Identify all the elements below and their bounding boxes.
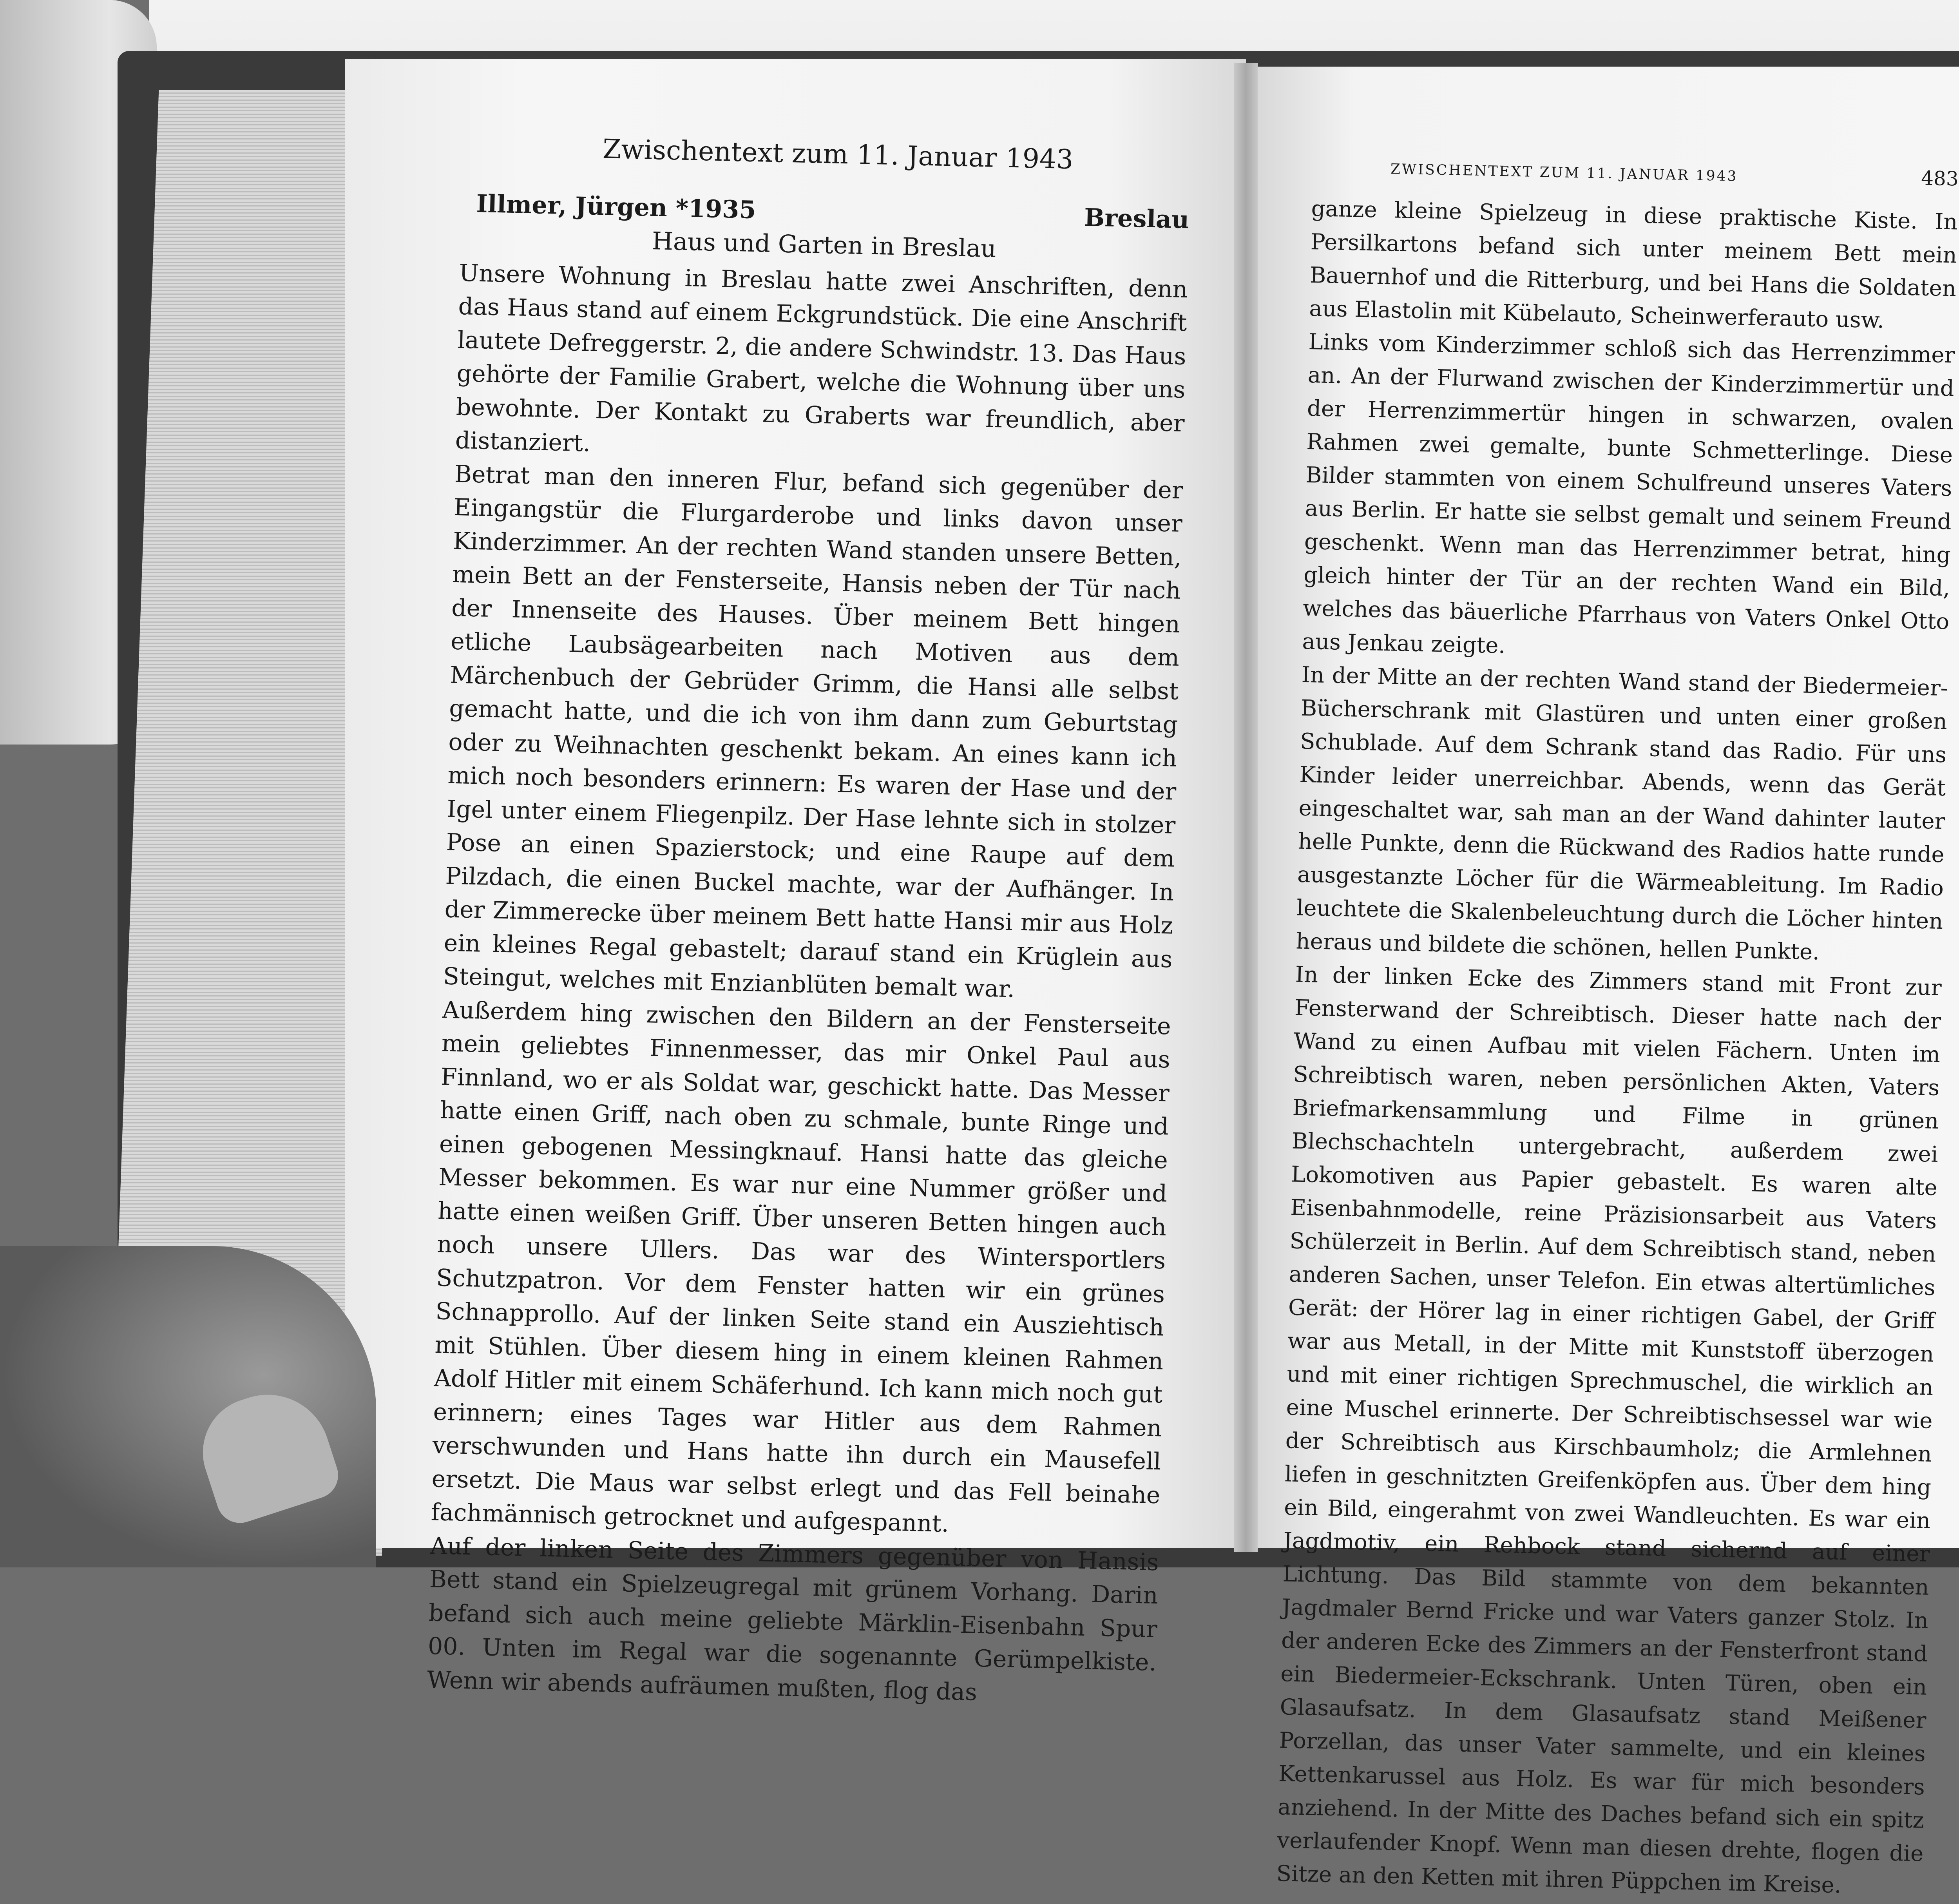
left-running-head: Zwischentext zum 11. Januar 1943: [602, 134, 1074, 176]
page-number: 483: [1921, 167, 1959, 190]
right-running-head-title: ZWISCHENTEXT ZUM 11. JANUAR 1943: [1390, 161, 1738, 185]
entry-title: Haus und Garten in Breslau: [652, 226, 997, 263]
right-paragraph-2: Links vom Kinderzimmer schloß sich das Herrenzimmer an. An der Flurwand zwischen der Kinderzimmertür und der Herrenzimmertür hingen in schwarzen, ovalen Rahmen zwei gemalte, bunte Schmetterlinge. Diese Bilder stammten von einem Schulfreund unseres Vaters aus Berlin. Er hatte sie selbst gemalt und seinem Freund geschenkt. Wenn man das Herrenzimmer betrat, hing gleich hinter der Tür an der rechten Wand ein Bild, welches das bäuerliche Pfarrhaus von Vaters Onkel Otto aus Jenkau zeigte.: [1302, 329, 1955, 659]
left-paragraph-4: Auf der linken Seite des Zimmers gegenüber von Hansis Bett stand ein Spielzeugregal mit grünem Vorhang. Darin befand sich auch meine geliebte Märklin-Eisenbahn Spur 00. Unten im Regal war die sogenannte Gerümpelkiste. Wenn wir abends aufräumen mußten, flog das: [427, 1532, 1159, 1706]
left-paragraph-2: Betrat man den inneren Flur, befand sich gegenüber der Eingangstür die Flurgarderobe und links davon unser Kinderzimmer. An der rechten Wand standen unsere Betten, mein Bett an der Fensterseite, Hansis neben der Tür nach der Innenseite des Hauses. Über meinem Bett hingen etliche Laubsägearbeiten nach Motiven aus dem Märchenbuch der Gebrüder Grimm, die Hansi alle selbst gemacht hatte, und die ich von ihm dann zum Geburtstag oder zu Weihnachten geschenkt bekam. An eines kann ich mich noch besonders erinnern: Es waren der Hase und der Igel unter einem Fliegenpilz. Der Hase lehnte sich in stolzer Pose an einen Spazierstock; und eine Raupe auf dem Pilzdach, die einen Buckel machte, war der Aufhänger. In der Zimmerecke über meinem Bett hatte Hansi mir aus Holz ein kleines Regal gebastelt; darauf stand ein Krüglein aus Steingut, welches mit Enzianblüten bemalt war.: [443, 460, 1184, 1003]
holding-thumb: [0, 1246, 376, 1567]
left-paragraph-1: Unsere Wohnung in Breslau hatte zwei Anschriften, denn das Haus stand auf einem Eckgrundstück. Die eine Anschrift lautete Defreggerstr. 2, die andere Schwindstr. 13. Das Haus gehörte der Familie Grabert, welche die Wohnung über uns bewohnte. Der Kontakt zu Graberts war freundlich, aber distanziert.: [455, 259, 1188, 457]
right-page-text: [1276, 149, 1959, 1904]
book-gutter: [1234, 63, 1258, 1552]
right-paragraph-4: In der linken Ecke des Zimmers stand mit Front zur Fensterwand der Schreibtisch. Dieser hatte nach der Wand zu einen Aufbau mit vielen Fächern. Unten im Schreibtisch waren, neben persönlichen Akten, Vaters Briefmarkensammlung und Filme in grünen Blechschachteln untergebracht, außerdem zwei Lokomotiven aus Papier gebastelt. Es waren alte Eisenbahnmodelle, reine Präzisionsarbeit aus Vaters Schülerzeit in Berlin. Auf dem Schreibtisch stand, neben anderen Sachen, unser Telefon. Ein etwas altertümliches Gerät: der Hörer lag in einer richtigen Gabel, der Griff war aus Metall, in der Mitte mit Kunststoff überzogen und mit einer richtigen Sprechmuschel, die wirklich an eine Muschel erinnerte. Der Schreibtischsessel war wie der Schreibtisch aus Kirschbaumholz; die Armlehnen liefen in geschnitzten Greifenköpfen aus. Über dem hing ein Bild, eingerahmt von zwei Wandleuchten. Es war ein Jagdmotiv, ein Rehbock stand sichernd auf einer Lichtung. Das Bild stammte von dem bekannten Jagdmaler Bernd Fricke und war Vaters ganzer Stolz. In der anderen Ecke des Zimmers an der Fensterfront stand ein Biedermeier-Eckschrank. Unten Türen, oben ein Glasaufsatz. In dem Glasaufsatz stand Meißener Porzellan, das unser Vater sammelte, und ein kleines Kettenkarussel aus Holz. Es war für mich besonders anziehend. In der Mitte des Daches befand sich ein spitz verlaufender Knopf. Wenn man diesen drehte, flogen die Sitze an den Ketten mit ihren Püppchen im Kreise.: [1276, 962, 1942, 1899]
place-name: Breslau: [1084, 203, 1190, 234]
right-paragraph-3: In der Mitte an der rechten Wand stand der Biedermeier-Bücherschrank mit Glastüren und unten einer großen Schublade. Auf dem Schrank stand das Radio. Für uns Kinder leider unerreichbar. Abends, wenn das Gerät eingeschaltet war, sah man an der Wand dahinter lauter helle Punkte, denn die Rückwand des Radios hatte runde ausgestanzte Löcher für die Wärmeableitung. Im Radio leuchtete die Skalenbeleuchtung durch die Löcher hinten heraus und bildete die schönen, hellen Punkte.: [1295, 662, 1948, 965]
author-name: Illmer, Jürgen *1935: [476, 189, 757, 224]
left-page-text: [427, 129, 1191, 1713]
right-paragraph-1: ganze kleine Spielzeug in diese praktische Kiste. In Persilkartons befand sich unter meinem Bett mein Bauernhof und die Ritterburg, und bei Hans die Soldaten aus Elastolin mit Kübelauto, Scheinwerferauto usw.: [1309, 196, 1958, 333]
left-paragraph-3: Außerdem hing zwischen den Bildern an der Fensterseite mein geliebtes Finnenmesser, das mir Onkel Paul aus Finnland, wo er als Soldat war, geschickt hatte. Das Messer hatte einen Griff, nach oben zu schmale, bunte Ringe und einen gebogenen Messingknauf. Hansi hatte das gleiche Messer bekommen. Es war nur eine Nummer größer und hatte einen weißen Griff. Über unseren Betten hingen auch noch unsere Ullers. Das war des Wintersportlers Schutzpatron. Vor dem Fenster hatten wir ein grünes Schnapprollo. Auf der linken Seite stand ein Ausziehtisch mit Stühlen. Über diesem hing in einem kleinen Rahmen Adolf Hitler mit einem Schäferhund. Ich kann mich noch gut erinnern; eines Tages war Hitler aus dem Rahmen verschwunden und Hans hatte ihn durch ein Mausefell ersetzt. Die Maus war selbst erlegt und das Fell beinahe fachmännisch getrocknet und aufgespannt.: [431, 996, 1171, 1538]
